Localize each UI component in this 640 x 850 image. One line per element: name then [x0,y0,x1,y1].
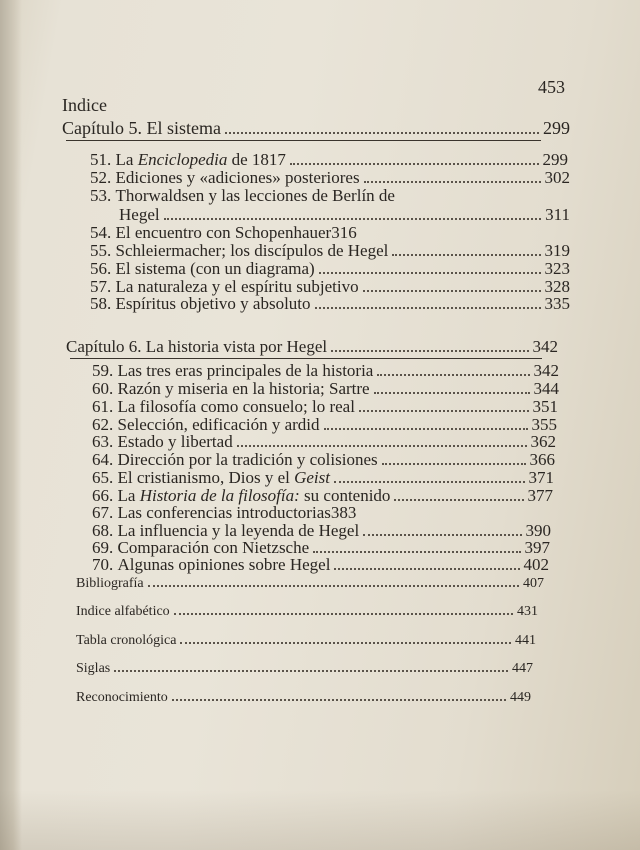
dot-leader [324,428,528,430]
entry-page: 390 [525,521,551,540]
entry-page: 299 [542,150,568,169]
chapter-5-heading [62,118,570,139]
toc-entry-58: 58. Espíritus objetivo y absoluto 335 [90,294,570,313]
toc-entry-70: 70. Algunas opiniones sobre Hegel 402 [92,555,549,574]
toc-siglas [76,661,533,677]
entry-page: 366 [529,450,555,469]
entry-title: Siglas [76,661,111,676]
chapter-6-heading [66,337,558,357]
dot-leader [313,551,520,553]
entry-page: 335 [544,294,570,313]
entry-page: 441 [515,633,536,648]
entry-page: 431 [517,604,538,619]
page-number: 453 [538,77,565,97]
dot-leader [164,218,542,220]
entry-page: 323 [544,259,570,278]
dot-leader [148,585,519,587]
running-title: Indice [62,95,107,115]
entry-page: 316 [331,223,357,242]
toc-entry-53-line1: 53. Thorwaldsen y las lecciones de Berlín de [90,186,395,205]
entry-title: El sistema (con un diagrama) [115,259,315,278]
entry-title: Estado y libertad [117,432,233,451]
divider-rule [70,358,542,359]
entry-title: Dirección por la tradición y colisiones [117,450,378,469]
toc-entry-65: 65. El cristianismo, Dios y el Geist 371 [92,468,554,487]
chapter-title: Capítulo 5. El sistema [62,118,221,138]
chapter-page: 299 [543,118,570,138]
entry-title: Comparación con Nietzsche [117,538,310,557]
entry-title: Selección, edificación y ardid [117,415,320,434]
dot-leader [174,613,513,615]
toc-entry-56: 56. El sistema (con un diagrama) 323 [90,259,570,278]
entry-page: 344 [533,379,559,398]
dot-leader [394,499,523,501]
dot-leader [392,254,540,256]
entry-page: 342 [533,361,559,380]
dot-leader [382,463,526,465]
toc-entry-57: 57. La naturaleza y el espíritu subjetivo 328 [90,277,570,296]
entry-page: 407 [523,576,544,591]
entry-page: 397 [524,538,550,557]
toc-tabla-cronologica [76,633,536,649]
dot-leader [180,642,511,644]
toc-entry-62: 62. Selección, edificación y ardid 355 [92,415,557,434]
entry-page: 328 [544,277,570,296]
page-bottom-shadow [0,790,640,850]
toc-entry-61: 61. La filosofía como consuelo; lo real 351 [92,397,558,416]
dot-leader [225,132,539,134]
toc-entry-63: 63. Estado y libertad 362 [92,432,556,451]
toc-bibliografia [76,576,544,592]
toc-entry-66: 66. La Historia de la filosofía: su contenido 377 [92,486,553,505]
entry-title: La Historia de la filosofía: su contenido [117,486,391,505]
divider-rule [66,140,541,141]
dot-leader [377,374,529,376]
dot-leader [172,699,506,701]
entry-page: 447 [512,661,533,676]
entry-title: La Enciclopedia de 1817 [115,150,286,169]
book-spine-shadow [0,0,22,850]
entry-title: Razón y miseria en la historia; Sartre [117,379,370,398]
entry-title: Ediciones y «adiciones» posteriores [115,168,360,187]
toc-reconocimiento [76,690,531,706]
toc-entry-64: 64. Dirección por la tradición y colisiones 366 [92,450,555,469]
chapter-title: Capítulo 6. La historia vista por Hegel [66,337,328,356]
toc-entry-67: 67. Las conferencias introductorias 383 [92,503,357,522]
entry-number: 52. [90,168,112,187]
toc-entry-52 [90,168,570,188]
entry-title: Indice alfabético [76,604,170,619]
toc-entry-51 [90,150,568,170]
dot-leader [315,307,541,309]
dot-leader [374,392,530,394]
entry-title: Bibliografía [76,576,144,591]
entry-title: Las tres eras principales de la historia [117,361,374,380]
entry-title: La influencia y la leyenda de Hegel [117,521,360,540]
entry-title: Algunas opiniones sobre Hegel [117,555,331,574]
dot-leader [319,272,541,274]
entry-page: 371 [528,468,554,487]
entry-title: El cristianismo, Dios y el Geist [117,468,330,487]
chapter-page: 342 [532,337,558,356]
dot-leader [363,534,521,536]
toc-entry-54: 54. El encuentro con Schopenhauer 316 [90,223,357,242]
entry-title: La filosofía como consuelo; lo real [117,397,355,416]
entry-title: Tabla cronológica [76,633,177,648]
entry-page: 383 [330,503,357,522]
entry-page: 449 [510,690,531,705]
toc-entry-60: 60. Razón y miseria en la historia; Sartre 344 [92,379,559,398]
toc-entry-53-line2 [119,205,570,225]
entry-title: La naturaleza y el espíritu subjetivo [115,277,359,296]
dot-leader [364,181,541,183]
entry-title: Las conferencias introductorias [117,503,331,522]
entry-page: 355 [531,415,557,434]
dot-leader [331,350,528,352]
entry-page: 311 [545,205,570,224]
toc-entry-55: 55. Schleiermacher; los discípulos de Hegel 319 [90,241,570,260]
entry-page: 319 [544,241,570,260]
toc-entry-68: 68. La influencia y la leyenda de Hegel 390 [92,521,551,540]
entry-page: 351 [532,397,558,416]
dot-leader [359,410,529,412]
entry-title: Espíritus objetivo y absoluto [115,294,311,313]
entry-title: El encuentro con Schopenhauer [115,223,332,242]
dot-leader [334,568,519,570]
entry-page: 377 [527,486,553,505]
entry-title: Schleiermacher; los discípulos de Hegel [115,241,389,260]
toc-entry-69: 69. Comparación con Nietzsche 397 [92,538,550,557]
entry-page: 402 [523,555,549,574]
entry-title: Hegel [119,205,160,224]
dot-leader [237,445,527,447]
dot-leader [290,163,539,165]
dot-leader [363,290,541,292]
toc-entry-59: 59. Las tres eras principales de la historia 342 [92,361,559,380]
entry-number: 51. [90,150,112,169]
entry-page: 302 [544,168,570,187]
entry-title: Reconocimiento [76,690,168,705]
toc-indice-alfabetico [76,604,538,620]
dot-leader [114,670,508,672]
dot-leader [334,481,525,483]
entry-page: 362 [530,432,556,451]
